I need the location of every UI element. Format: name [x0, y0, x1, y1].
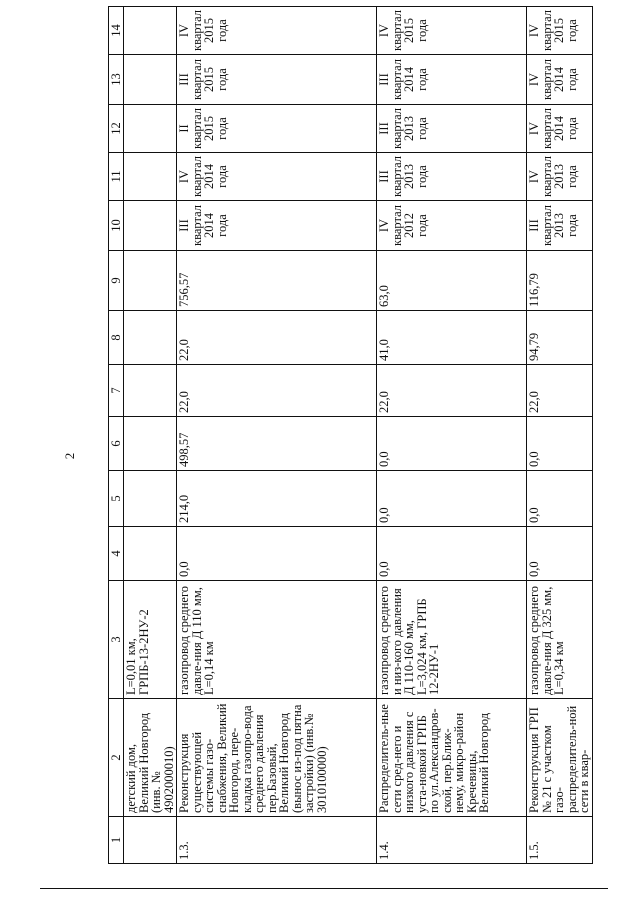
value-cell: 0,0 — [527, 527, 593, 581]
column-header: 7 — [109, 365, 124, 417]
date-cell: III квартал 2013 года — [377, 105, 527, 153]
value-cell: 22,0 — [527, 365, 593, 417]
date-cell — [124, 55, 177, 105]
date-cell: III квартал 2014 года — [377, 55, 527, 105]
date-cell — [124, 105, 177, 153]
date-cell: II квартал 2015 года — [177, 105, 377, 153]
value-cell: 0,0 — [377, 527, 527, 581]
column-header: 12 — [109, 105, 124, 153]
characteristics-cell: газопровод среднего давле-ния Д 110 мм, L=0,14 км — [177, 581, 377, 699]
value-cell: 0,0 — [527, 471, 593, 527]
characteristics-cell: газопровод среднего давле-ния Д 325 мм, L=0,34 км — [527, 581, 593, 699]
value-cell: 116,79 — [527, 251, 593, 311]
column-header: 3 — [109, 581, 124, 699]
object-name-cell: Распределитель-ные сети сред-него и низкого давления с уста-новкой ГРПБ по ул.Александров-ской, пер.Ближ-нему, микро-район Кречевицы, Великий Новгород — [377, 699, 527, 817]
row-number-cell: 1.5. — [527, 817, 593, 864]
column-header: 11 — [109, 153, 124, 201]
value-cell: 22,0 — [377, 365, 527, 417]
column-header: 6 — [109, 417, 124, 471]
value-cell — [124, 417, 177, 471]
column-header: 14 — [109, 7, 124, 55]
column-header: 10 — [109, 201, 124, 251]
value-cell — [124, 527, 177, 581]
value-cell — [124, 251, 177, 311]
date-cell: IV квартал 2014 года — [527, 55, 593, 105]
table-row — [527, 7, 593, 864]
date-cell: III квартал 2013 года — [527, 201, 593, 251]
date-cell: III квартал 2014 года — [177, 201, 377, 251]
value-cell: 63,0 — [377, 251, 527, 311]
table-row — [124, 7, 177, 864]
page-number: 2 — [62, 452, 77, 460]
value-cell: 0,0 — [177, 527, 377, 581]
value-cell: 22,0 — [177, 365, 377, 417]
object-name-cell: детский дом, Великий Новгород (инв. № 4902000010) — [124, 699, 177, 817]
rotated-table-content — [108, 10, 591, 864]
date-cell: IV квартал 2015 года — [527, 7, 593, 55]
value-cell: 214,0 — [177, 471, 377, 527]
object-name-cell: Реконструкция существующей системы газо-снабжения, Великий Новгород, пере-кладка газопро-вода среднего давления пер.Базовый, Великий Новгород (вынос из-под пятна застройки) (инв.№ 3010100000) — [177, 699, 377, 817]
column-header: 13 — [109, 55, 124, 105]
table-row — [377, 7, 527, 864]
date-cell: IV квартал 2012 года — [377, 201, 527, 251]
value-cell: 41,0 — [377, 311, 527, 365]
column-number-row — [109, 7, 124, 864]
column-header: 1 — [109, 817, 124, 864]
row-number-cell: 1.4. — [377, 817, 527, 864]
value-cell — [124, 471, 177, 527]
date-cell: IV квартал 2014 года — [177, 153, 377, 201]
value-cell — [124, 311, 177, 365]
date-cell: IV квартал 2014 года — [527, 105, 593, 153]
bottom-rule — [40, 888, 608, 889]
value-cell — [124, 365, 177, 417]
date-cell: III квартал 2013 года — [377, 153, 527, 201]
date-cell: IV квартал 2015 года — [377, 7, 527, 55]
date-cell — [124, 153, 177, 201]
rotated-table-frame — [108, 10, 591, 864]
column-header: 4 — [109, 527, 124, 581]
characteristics-cell: L=0,01 км, ГРПБ-13-2НУ-2 — [124, 581, 177, 699]
characteristics-cell: газопровод среднего и низ-кого давления Д 110-160 мм, L=3,024 км, ГРПБ 12-2НУ-1 — [377, 581, 527, 699]
investment-table — [108, 6, 593, 864]
table-row — [177, 7, 377, 864]
value-cell: 94,79 — [527, 311, 593, 365]
row-number-cell — [124, 817, 177, 864]
value-cell: 0,0 — [527, 417, 593, 471]
value-cell: 22,0 — [177, 311, 377, 365]
value-cell: 498,57 — [177, 417, 377, 471]
column-header: 8 — [109, 311, 124, 365]
value-cell: 756,57 — [177, 251, 377, 311]
column-header: 5 — [109, 471, 124, 527]
date-cell — [124, 201, 177, 251]
date-cell: IV квартал 2015 года — [177, 7, 377, 55]
column-header: 9 — [109, 251, 124, 311]
row-number-cell: 1.3. — [177, 817, 377, 864]
date-cell — [124, 7, 177, 55]
date-cell: III квартал 2015 года — [177, 55, 377, 105]
object-name-cell: Реконструкция ГРП № 21 с участком газо-распределитель-ной сети в квар- — [527, 699, 593, 817]
value-cell: 0,0 — [377, 417, 527, 471]
date-cell: IV квартал 2013 года — [527, 153, 593, 201]
column-header: 2 — [109, 699, 124, 817]
value-cell: 0,0 — [377, 471, 527, 527]
